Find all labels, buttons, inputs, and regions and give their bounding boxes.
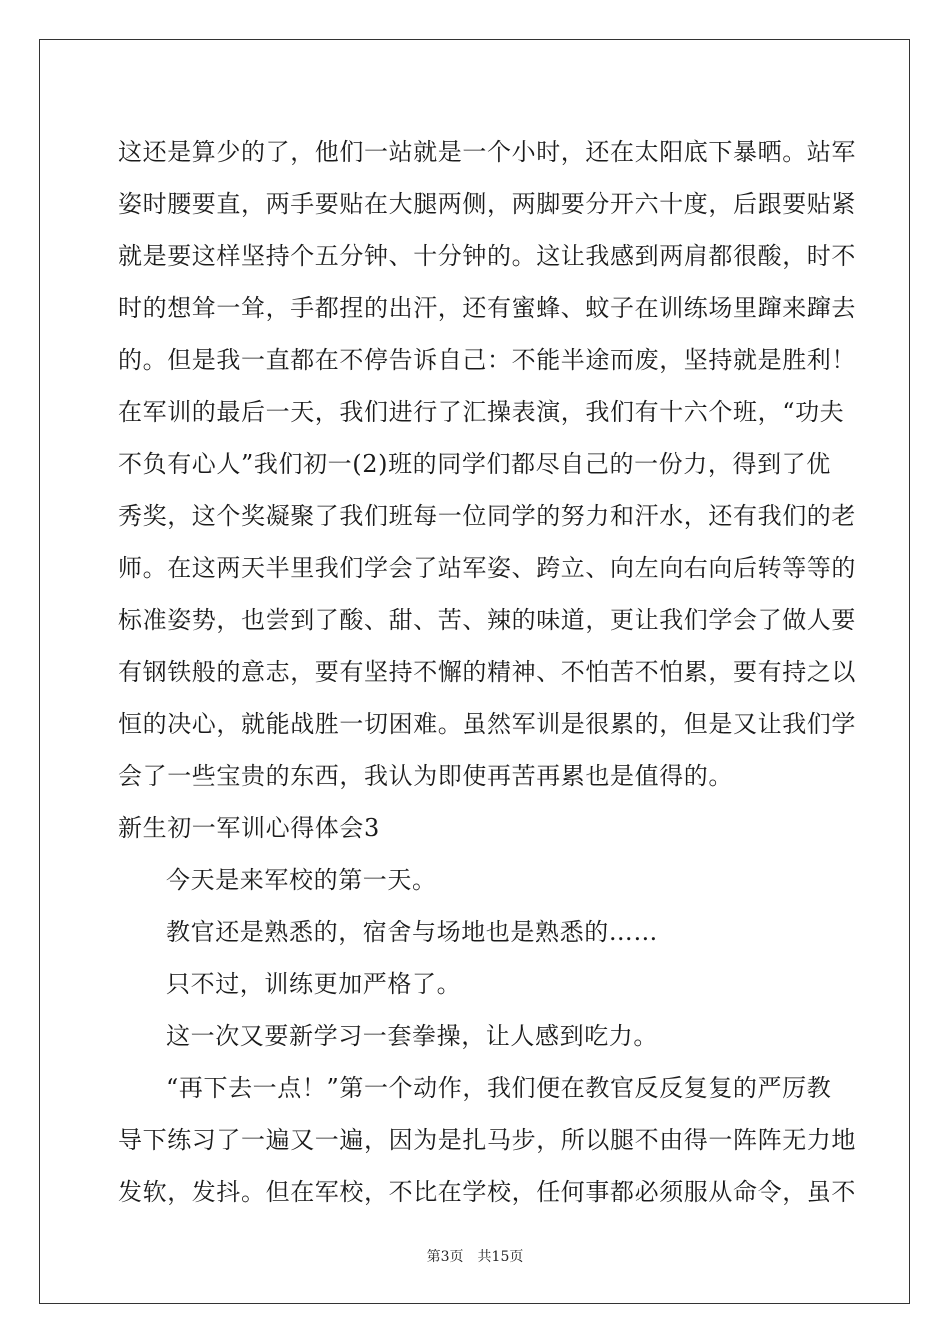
text-line: 有钢铁般的意志，要有坚持不懈的精神、不怕苦不怕累，要有持之以 [118, 658, 856, 686]
text-line: 的。但是我一直都在不停告诉自己：不能半途而废，坚持就是胜利！ [118, 346, 856, 374]
text-line: 发软，发抖。但在军校，不比在学校，任何事都必须服从命令，虽不 [118, 1178, 856, 1206]
text-line: 就是要这样坚持个五分钟、十分钟的。这让我感到两肩都很酸，时不 [118, 242, 856, 270]
paragraph-line: 这一次又要新学习一套拳操，让人感到吃力。 [166, 1022, 658, 1050]
section-title: 新生初一军训心得体会3 [118, 814, 380, 842]
text-line: 在军训的最后一天，我们进行了汇操表演，我们有十六个班，“功夫 [118, 398, 845, 426]
page-total: 共15页 [477, 1249, 524, 1265]
text-line: 恒的决心，就能战胜一切困难。虽然军训是很累的，但是又让我们学 [118, 710, 856, 738]
text-line: 导下练习了一遍又一遍，因为是扎马步，所以腿不由得一阵阵无力地 [118, 1126, 856, 1154]
document-body [118, 126, 856, 1218]
page-footer [0, 1246, 950, 1266]
text-line: 标准姿势，也尝到了酸、甜、苦、辣的味道，更让我们学会了做人要 [118, 606, 856, 634]
text-line: “再下去一点！”第一个动作，我们便在教官反反复复的严厉教 [166, 1074, 832, 1102]
text-line: 时的想耸一耸，手都捏的出汗，还有蜜蜂、蚊子在训练场里蹿来蹿去 [118, 294, 856, 322]
text-line: 这还是算少的了，他们一站就是一个小时，还在太阳底下暴晒。站军 [118, 138, 856, 166]
page-number: 第3页 [426, 1249, 464, 1265]
text-line: 姿时腰要直，两手要贴在大腿两侧，两脚要分开六十度，后跟要贴紧 [118, 190, 856, 218]
text-line: 秀奖，这个奖凝聚了我们班每一位同学的努力和汗水，还有我们的老 [118, 502, 856, 530]
paragraph-line: 今天是来军校的第一天。 [166, 866, 437, 894]
text-line: 师。在这两天半里我们学会了站军姿、跨立、向左向右向后转等等的 [118, 554, 856, 582]
text-line: 不负有心人”我们初一(2)班的同学们都尽自己的一份力，得到了优 [118, 450, 831, 478]
paragraph-line: 只不过，训练更加严格了。 [166, 970, 462, 998]
text-line: 会了一些宝贵的东西，我认为即使再苦再累也是值得的。 [118, 762, 733, 790]
paragraph-line: 教官还是熟悉的，宿舍与场地也是熟悉的…… [166, 918, 658, 946]
